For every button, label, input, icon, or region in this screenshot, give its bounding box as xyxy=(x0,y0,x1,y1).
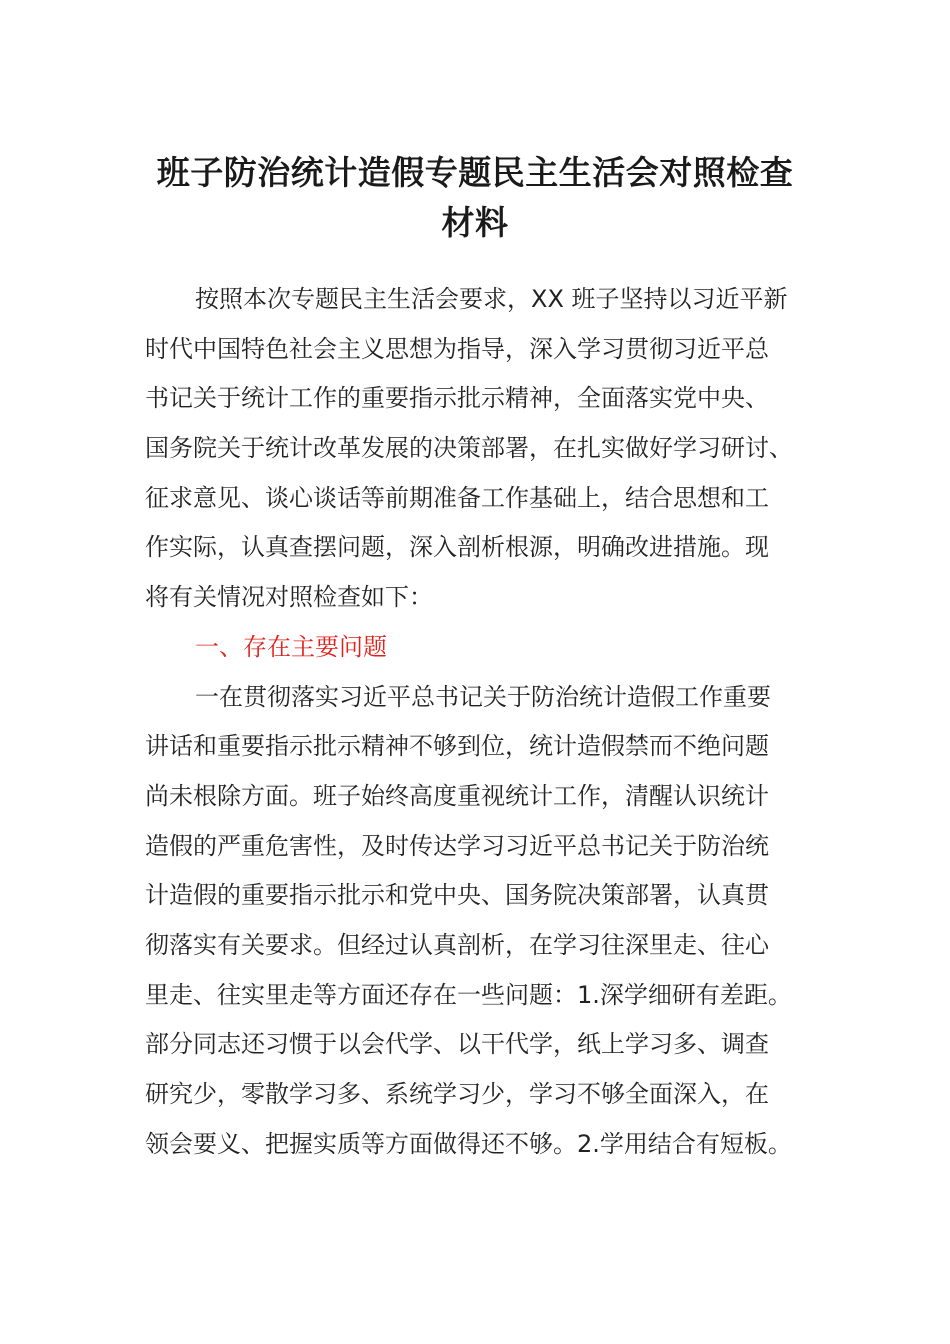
title-line: 班子防治统计造假专题民主生活会对照检查 xyxy=(156,153,794,192)
paragraph-line: 部分同志还习惯于以会代学、以干代学，纸上学习多、调查 xyxy=(145,1030,769,1059)
paragraph-line: 征求意见、谈心谈话等前期准备工作基础上，结合思想和工 xyxy=(145,483,769,512)
paragraph-line: 将有关情况对照检查如下： xyxy=(145,583,433,612)
paragraph-line: 造假的严重危害性，及时传达学习习近平总书记关于防治统 xyxy=(145,831,769,860)
paragraph-line: 彻落实有关要求。但经过认真剖析，在学习往深里走、往心 xyxy=(145,930,769,959)
paragraph-line: 计造假的重要指示批示和党中央、国务院决策部署，认真贯 xyxy=(145,881,769,910)
paragraph-line: 时代中国特色社会主义思想为指导，深入学习贯彻习近平总 xyxy=(145,334,769,363)
section-heading: 一、存在主要问题 xyxy=(195,632,387,661)
paragraph-line: 一在贯彻落实习近平总书记关于防治统计造假工作重要 xyxy=(195,682,771,711)
document-title xyxy=(140,146,810,245)
paragraph-line: 领会要义、把握实质等方面做得还不够。2.学用结合有短板。 xyxy=(145,1129,792,1158)
paragraph-line: 里走、往实里走等方面还存在一些问题：1.深学细研有差距。 xyxy=(145,980,792,1009)
paragraph-line: 书记关于统计工作的重要指示批示精神，全面落实党中央、 xyxy=(145,384,769,413)
paragraph-line: 研究少，零散学习多、系统学习少，学习不够全面深入，在 xyxy=(145,1080,769,1108)
title-line: 材料 xyxy=(441,202,509,242)
paragraph-line: 按照本次专题民主生活会要求，XX 班子坚持以习近平新 xyxy=(195,285,788,313)
paragraph-line: 国务院关于统计改革发展的决策部署，在扎实做好学习研讨、 xyxy=(145,434,793,463)
paragraph-line: 讲话和重要指示批示精神不够到位，统计造假禁而不绝问题 xyxy=(145,732,769,761)
paragraph-line: 作实际，认真查摆问题，深入剖析根源，明确改进措施。现 xyxy=(145,533,769,562)
document-body xyxy=(145,275,807,1169)
paragraph-line: 尚未根除方面。班子始终高度重视统计工作，清醒认识统计 xyxy=(145,781,769,810)
